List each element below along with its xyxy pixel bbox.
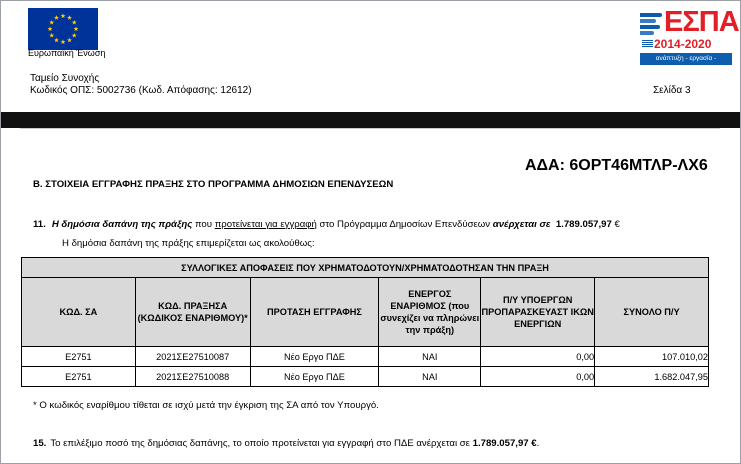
item-15-text: Το επιλέξιμο ποσό της δημόσιας δαπάνης, το οποίο προτείνεται για εγγραφή στο ΠΔΕ ανέρχεται σε xyxy=(50,438,473,449)
decisions-table xyxy=(21,257,709,387)
cell-project-code: 2021ΣΕ27510087 xyxy=(135,347,250,367)
item-11-text-a: που xyxy=(192,219,215,230)
item-11-underlined: προτείνεται για εγγραφή xyxy=(214,219,317,230)
greek-flag-icon xyxy=(642,40,653,48)
cell-sa-code: Ε2751 xyxy=(22,347,136,367)
footnote: * Ο κωδικός εναρίθμου τίθεται σε ισχύ μετά την έγκριση της ΣΑ από τον Υπουργό. xyxy=(33,400,379,411)
item-11-sub: Η δημόσια δαπάνη της πράξης επιμερίζεται ως ακολούθως: xyxy=(62,238,315,249)
item-11 xyxy=(33,219,620,230)
col-header: ΕΝΕΡΓΟΣ ΕΝΑΡΙΘΜΟΣ (που συνεχίζει να πληρώνει την πράξη) xyxy=(379,278,481,347)
espa-motto: ανάπτυξη - εργασία - αλληλεγγύη xyxy=(640,53,732,65)
espa-word: ΕΣΠΑ xyxy=(664,6,739,38)
cell-sa-code: Ε2751 xyxy=(22,367,136,387)
table-caption: ΣΥΛΛΟΓΙΚΕΣ ΑΠΟΦΑΣΕΙΣ ΠΟΥ ΧΡΗΜΑΤΟΔΟΤΟΥΝ/ΧΡΗΜΑΤΟΔΟΤΗΣΑΝ ΤΗΝ ΠΡΑΞΗ xyxy=(22,258,709,278)
eu-star-icon xyxy=(48,26,53,31)
item-11-amounts-to: ανέρχεται σε xyxy=(492,219,551,230)
item-15 xyxy=(33,438,539,449)
item-11-subject: Η δημόσια δαπάνη της πράξης xyxy=(51,219,193,230)
table-row xyxy=(22,367,709,387)
col-header: ΚΩΔ. ΣΑ xyxy=(22,278,136,347)
cell-total-budget: 1.682.047,95 xyxy=(595,367,709,387)
eu-star-icon xyxy=(54,38,59,43)
header-divider-bar xyxy=(1,112,740,128)
ops-code: Κωδικός ΟΠΣ: 5002736 (Κωδ. Απόφασης: 12612) xyxy=(30,85,252,96)
item-11-currency: € xyxy=(614,219,620,230)
page-number: Σελίδα 3 xyxy=(653,85,691,96)
col-header: ΣΥΝΟΛΟ Π/Υ xyxy=(595,278,709,347)
ada-code: ΑΔΑ: 6ΟΡΤ46ΜΤΛΡ-ΛΧ6 xyxy=(525,157,708,174)
cell-proposal: Νέο Εργο ΠΔΕ xyxy=(250,367,379,387)
cell-subproject-budget: 0,00 xyxy=(481,347,595,367)
cell-project-code: 2021ΣΕ27510088 xyxy=(135,367,250,387)
item-11-text-b: στο Πρόγραμμα Δημοσίων Επενδύσεων xyxy=(316,219,493,230)
espa-logo xyxy=(640,6,739,74)
item-11-amount: 1.789.057,97 xyxy=(555,219,612,230)
col-header: Π/Υ ΥΠΟΕΡΓΩΝ ΠΡΟΠΑΡΑΣΚΕΥΑΣΤ ΙΚΩΝ ΕΝΕΡΓΙΩΝ xyxy=(481,278,595,347)
eu-star-icon xyxy=(67,38,72,43)
item-15-amount: 1.789.057,97 € xyxy=(472,438,537,449)
cell-active: ΝΑΙ xyxy=(379,347,481,367)
espa-years: 2014-2020 xyxy=(654,37,712,51)
fund-name: Ταμείο Συνοχής xyxy=(30,73,100,84)
divider-line xyxy=(20,128,720,129)
eu-label: Ευρωπαϊκή Ένωση xyxy=(28,48,106,58)
cell-active: ΝΑΙ xyxy=(379,367,481,387)
eu-star-icon xyxy=(72,20,77,25)
eu-star-icon xyxy=(74,26,79,31)
table-row xyxy=(22,347,709,367)
eu-flag-logo xyxy=(28,8,98,50)
eu-star-icon xyxy=(54,15,59,20)
col-header: ΠΡΟΤΑΣΗ ΕΓΓΡΑΦΗΣ xyxy=(250,278,379,347)
item-15-number: 15. xyxy=(33,438,47,449)
eu-star-icon xyxy=(72,33,77,38)
eu-star-icon xyxy=(49,20,54,25)
eu-star-icon xyxy=(49,33,54,38)
eu-star-icon xyxy=(67,15,72,20)
col-header: ΚΩΔ. ΠΡΑΞΗΣΑ (ΚΩΔΙΚΟΣ ΕΝΑΡΙΘΜΟΥ)* xyxy=(135,278,250,347)
item-11-number: 11. xyxy=(33,219,46,230)
espa-stripes-icon xyxy=(640,13,662,37)
cell-proposal: Νέο Εργο ΠΔΕ xyxy=(250,347,379,367)
eu-star-icon xyxy=(61,13,66,18)
eu-star-icon xyxy=(61,39,66,44)
section-b-title: Β. ΣΤΟΙΧΕΙΑ ΕΓΓΡΑΦΗΣ ΠΡΑΞΗΣ ΣΤΟ ΠΡΟΓΡΑΜΜΑ ΔΗΜΟΣΙΩΝ ΕΠΕΝΔΥΣΕΩΝ xyxy=(33,179,394,190)
cell-subproject-budget: 0,00 xyxy=(481,367,595,387)
item-15-end: . xyxy=(536,438,540,449)
cell-total-budget: 107.010,02 xyxy=(595,347,709,367)
